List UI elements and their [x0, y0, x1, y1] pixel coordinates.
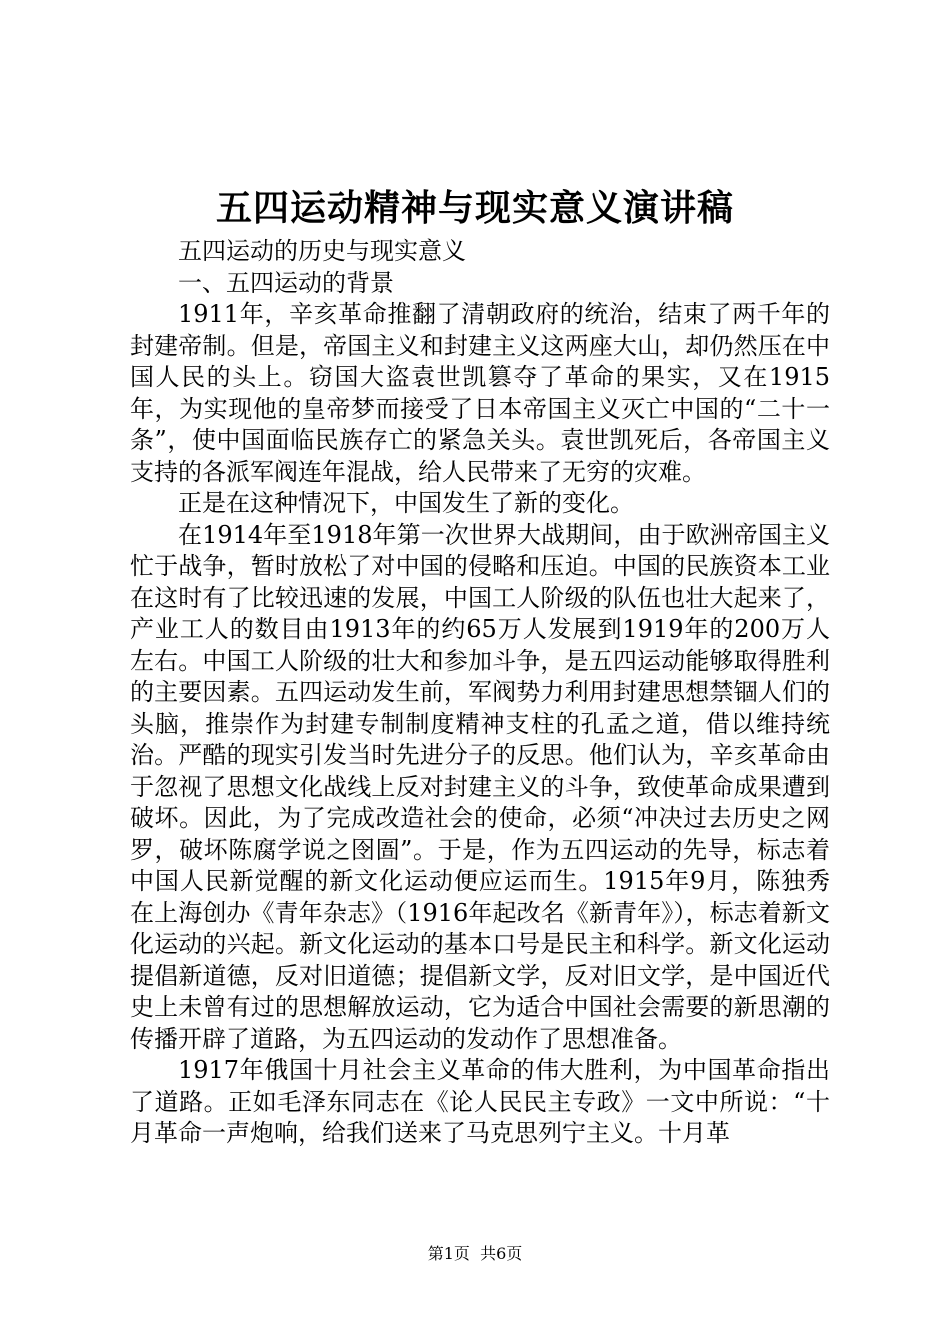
- paragraph: 1911年，辛亥革命推翻了清朝政府的统治，结束了两千年的封建帝制。但是，帝国主义和封建主义这两座大山，却仍然压在中国人民的头上。窃国大盗袁世凯篡夺了革命的果实，又在1915年，为实现他的皇帝梦而接受了日本帝国主义灭亡中国的“二十一条”，使中国面临民族存亡的紧急关头。袁世凯死后，各帝国主义支持的各派军阀连年混战，给人民带来了无穷的灾难。: [130, 300, 830, 486]
- document-body: [130, 236, 830, 1150]
- paragraph-subtitle: 五四运动的历史与现实意义: [178, 237, 466, 265]
- paragraph: 正是在这种情况下，中国发生了新的变化。: [178, 489, 634, 517]
- page-number-label: 第1页 共6页: [427, 1244, 523, 1263]
- paragraph: 在1914年至1918年第一次世界大战期间，由于欧洲帝国主义忙于战争，暂时放松了对中国的侵略和压迫。中国的民族资本工业在这时有了比较迅速的发展，中国工人阶级的队伍也壮大起来了，产业工人的数目由1913年的约65万人发展到1919年的200万人左右。中国工人阶级的壮大和参加斗争，是五四运动能够取得胜利的主要因素。五四运动发生前，军阀势力利用封建思想禁锢人们的头脑，推崇作为封建专制制度精神支柱的孔孟之道，借以维持统治。严酷的现实引发当时先进分子的反思。他们认为，辛亥革命由于忽视了思想文化战线上反对封建主义的斗争，致使革命成果遭到破坏。因此，为了完成改造社会的使命，必须“冲决过去历史之网罗，破坏陈腐学说之囹圄”。于是，作为五四运动的先导，标志着中国人民新觉醒的新文化运动便应运而生。1915年9月，陈独秀在上海创办《青年杂志》（1916年起改名《新青年》），标志着新文化运动的兴起。新文化运动的基本口号是民主和科学。新文化运动提倡新道德，反对旧道德；提倡新文学，反对旧文学，是中国近代史上未曾有过的思想解放运动，它为适合中国社会需要的新思潮的传播开辟了道路，为五四运动的发动作了思想准备。: [130, 520, 830, 1053]
- page-footer: [0, 1244, 950, 1264]
- document-title: 五四运动精神与现实意义演讲稿: [215, 187, 734, 229]
- paragraph-section-heading: 一、五四运动的背景: [178, 268, 394, 297]
- paragraph: 1917年俄国十月社会主义革命的伟大胜利，为中国革命指出了道路。正如毛泽东同志在《论人民民主专政》一文中所说：“十月革命一声炮响，给我们送来了马克思列宁主义。十月革: [130, 1056, 830, 1147]
